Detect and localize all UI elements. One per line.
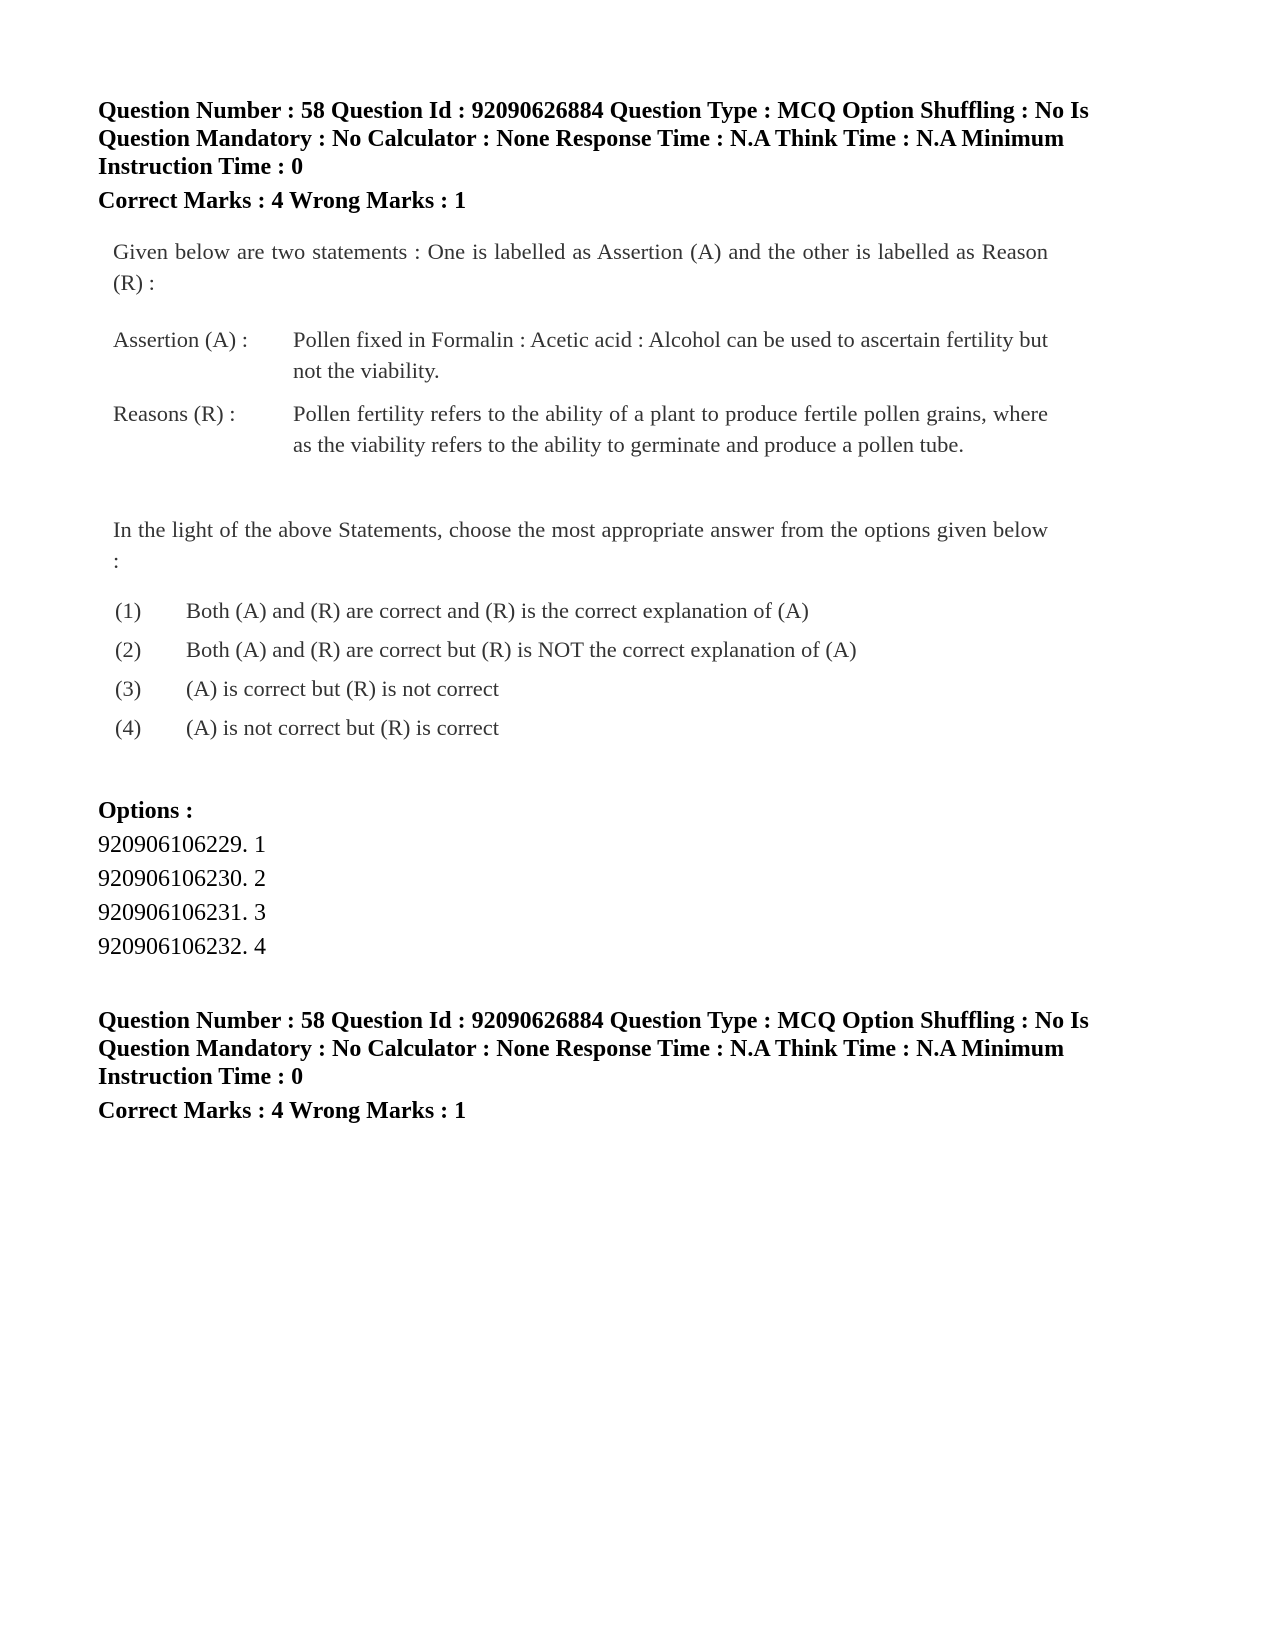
option-item: 920906106232. 4 xyxy=(98,934,266,960)
header-line-3: Instruction Time : 0 xyxy=(98,154,304,180)
choice-item xyxy=(113,595,1048,627)
header-line-2: Question Mandatory : No Calculator : None Response Time : N.A Think Time : N.A Minimum xyxy=(98,126,1065,152)
next-question-header xyxy=(98,1007,1178,1091)
choice-text: (A) is not correct but (R) is correct xyxy=(186,715,500,740)
header-line-1: Question Number : 58 Question Id : 92090626884 Question Type : MCQ Option Shuffling : No Is xyxy=(98,98,1089,124)
next-header-line-3: Instruction Time : 0 xyxy=(98,1064,304,1090)
choice-number: (3) xyxy=(115,676,142,701)
assertion-label: Assertion (A) : xyxy=(113,327,248,352)
option-item: 920906106230. 2 xyxy=(98,866,266,892)
option-item: 920906106231. 3 xyxy=(98,900,266,926)
choice-number: (4) xyxy=(115,715,142,740)
reason-label: Reasons (R) : xyxy=(113,401,236,426)
next-header-line-1: Question Number : 58 Question Id : 92090626884 Question Type : MCQ Option Shuffling : No Is xyxy=(98,1008,1089,1034)
reason-text: Pollen fertility refers to the ability of a plant to produce fertile pollen grains, where as the viability refers to the ability to germinate and produce a pollen tube. xyxy=(293,401,1048,457)
choice-number: (2) xyxy=(115,637,142,662)
choice-text: Both (A) and (R) are correct and (R) is the correct explanation of (A) xyxy=(186,598,809,623)
options-title: Options : xyxy=(98,798,194,824)
choice-text: Both (A) and (R) are correct but (R) is NOT the correct explanation of (A) xyxy=(186,637,857,662)
next-header-line-2: Question Mandatory : No Calculator : None Response Time : N.A Think Time : N.A Minimum xyxy=(98,1036,1065,1062)
question-intro: Given below are two statements : One is labelled as Assertion (A) and the other is labelled as Reason (R) : xyxy=(113,239,1048,295)
choice-item xyxy=(113,712,1048,744)
option-item: 920906106229. 1 xyxy=(98,832,266,858)
question-prompt: In the light of the above Statements, choose the most appropriate answer from the options given below : xyxy=(113,517,1048,573)
question-header xyxy=(98,97,1178,181)
choice-number: (1) xyxy=(115,598,142,623)
choice-text: (A) is correct but (R) is not correct xyxy=(186,676,500,701)
choice-item xyxy=(113,673,1048,705)
next-marks-line: Correct Marks : 4 Wrong Marks : 1 xyxy=(98,1098,467,1124)
assertion-text: Pollen fixed in Formalin : Acetic acid : Alcohol can be used to ascertain fertility but not the viability. xyxy=(293,327,1048,383)
marks-line: Correct Marks : 4 Wrong Marks : 1 xyxy=(98,188,467,214)
choice-item xyxy=(113,634,1048,666)
